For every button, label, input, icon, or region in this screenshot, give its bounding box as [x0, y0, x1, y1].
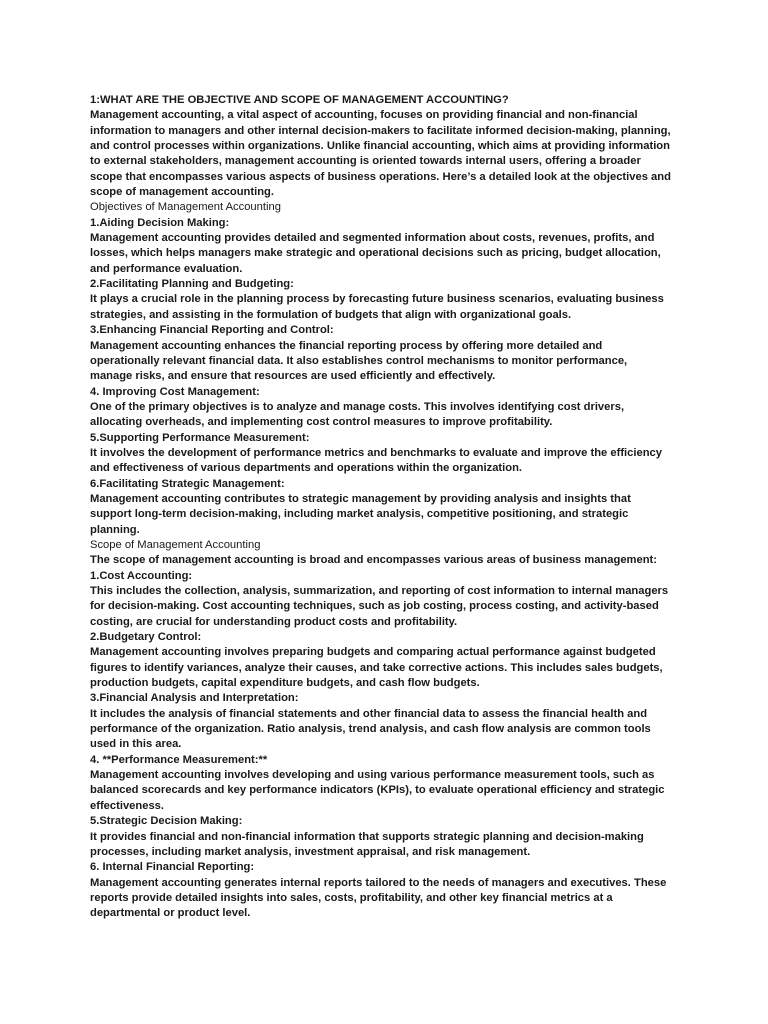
text-line: scope of management accounting.	[90, 186, 275, 199]
text-line: 2.Budgetary Control:	[90, 631, 202, 644]
text-line: for decision-making. Cost accounting techniques, such as job costing, process costing, and activity-based	[90, 600, 659, 613]
text-line: strategies, and assisting in the formulation of budgets that align with organizational goals.	[90, 308, 572, 321]
text-line: 3.Enhancing Financial Reporting and Control:	[90, 324, 334, 337]
text-line: This includes the collection, analysis, summarization, and reporting of cost information to internal managers	[90, 585, 669, 597]
text-line: used in this area.	[90, 738, 182, 751]
text-line: 5.Strategic Decision Making:	[90, 815, 243, 828]
text-line: Management accounting involves developing and using various performance measurement tools, such as	[90, 769, 655, 782]
text-line: 1.Cost Accounting:	[90, 569, 193, 582]
text-line: performance of the organization. Ratio analysis, trend analysis, and cash flow analysis are common tools	[90, 723, 651, 736]
text-line: losses, which helps managers make strategic and operational decisions such as pricing, budget allocation,	[90, 247, 661, 260]
text-line: processes, including market analysis, investment appraisal, and risk management.	[90, 845, 531, 858]
text-line: 4. Improving Cost Management:	[90, 385, 260, 398]
text-line: support long-term decision-making, including market analysis, competitive positioning, and strategic	[90, 508, 629, 521]
text-line: It includes the analysis of financial statements and other financial data to assess the financial health and	[90, 707, 648, 720]
text-line: Scope of Management Accounting	[90, 538, 261, 551]
text-line: It involves the development of performance metrics and benchmarks to evaluate and improve the efficiency	[90, 446, 662, 459]
text-line: Management accounting enhances the financial reporting process by offering more detailed and	[90, 339, 603, 352]
text-line: Management accounting provides detailed and segmented information about costs, revenues, profits, and	[90, 232, 655, 245]
text-line: Management accounting contributes to strategic management by providing analysis and insights that	[90, 492, 631, 505]
question-heading: 1:WHAT ARE THE OBJECTIVE AND SCOPE OF MANAGEMENT ACCOUNTING?	[90, 94, 509, 106]
text-line: Objectives of Management Accounting	[90, 201, 281, 214]
text-line: manage risks, and ensure that resources are used efficiently and effectively.	[90, 370, 496, 383]
text-line: Management accounting generates internal reports tailored to the needs of managers and executives. These	[90, 876, 667, 889]
text-line: It provides financial and non-financial information that supports strategic planning and decision-making	[90, 830, 644, 843]
text-line: 6.Facilitating Strategic Management:	[90, 477, 285, 490]
text-line: reports provide detailed insights into sales, costs, profitability, and other key financial metrics at a	[90, 891, 613, 904]
text-line: 1.Aiding Decision Making:	[90, 216, 230, 229]
text-line: One of the primary objectives is to analyze and manage costs. This involves identifying cost drivers,	[90, 400, 625, 413]
text-line: 6. Internal Financial Reporting:	[90, 861, 255, 874]
text-line: scope that encompasses various aspects of business operations. Here’s a detailed look at the objectives and	[90, 170, 671, 183]
text-line: Management accounting, a vital aspect of accounting, focuses on providing financial and non-financial	[90, 109, 638, 122]
text-line: and effectiveness of various departments and operations within the organization.	[90, 462, 523, 475]
document-page	[90, 93, 690, 922]
text-line: Management accounting involves preparing budgets and comparing actual performance against budgeted	[90, 646, 656, 659]
text-line: operationally relevant financial data. It also establishes control mechanisms to monitor performance,	[90, 354, 628, 367]
text-line: and control processes within organizations. Unlike financial accounting, which aims at providing information	[90, 140, 670, 153]
text-line: The scope of management accounting is broad and encompasses various areas of business management:	[90, 554, 657, 567]
text-line: departmental or product level.	[90, 907, 251, 920]
text-line: and performance evaluation.	[90, 262, 243, 275]
text-line: information to managers and other internal decision-makers to facilitate informed decision-making, planning,	[90, 124, 671, 137]
text-line: balanced scorecards and key performance indicators (KPIs), to evaluate operational efficiency and strategic	[90, 784, 665, 797]
text-line: planning.	[90, 523, 140, 536]
text-line: to external stakeholders, management accounting is oriented towards internal users, offering a broader	[90, 155, 641, 168]
text-line: figures to identify variances, analyze their causes, and take corrective actions. This includes sales budgets,	[90, 661, 663, 674]
text-line: costing, are crucial for understanding product costs and profitability.	[90, 615, 458, 628]
text-line: 2.Facilitating Planning and Budgeting:	[90, 278, 294, 291]
text-line: effectiveness.	[90, 799, 165, 812]
text-line: 4. **Performance Measurement:**	[90, 753, 268, 766]
text-line: 5.Supporting Performance Measurement:	[90, 431, 310, 444]
text-line: production budgets, capital expenditure budgets, and cash flow budgets.	[90, 677, 480, 690]
text-line: It plays a crucial role in the planning process by forecasting future business scenarios, evaluating business	[90, 293, 664, 306]
text-line: allocating overheads, and implementing cost control measures to improve profitability.	[90, 416, 553, 429]
text-line: 3.Financial Analysis and Interpretation:	[90, 692, 299, 705]
